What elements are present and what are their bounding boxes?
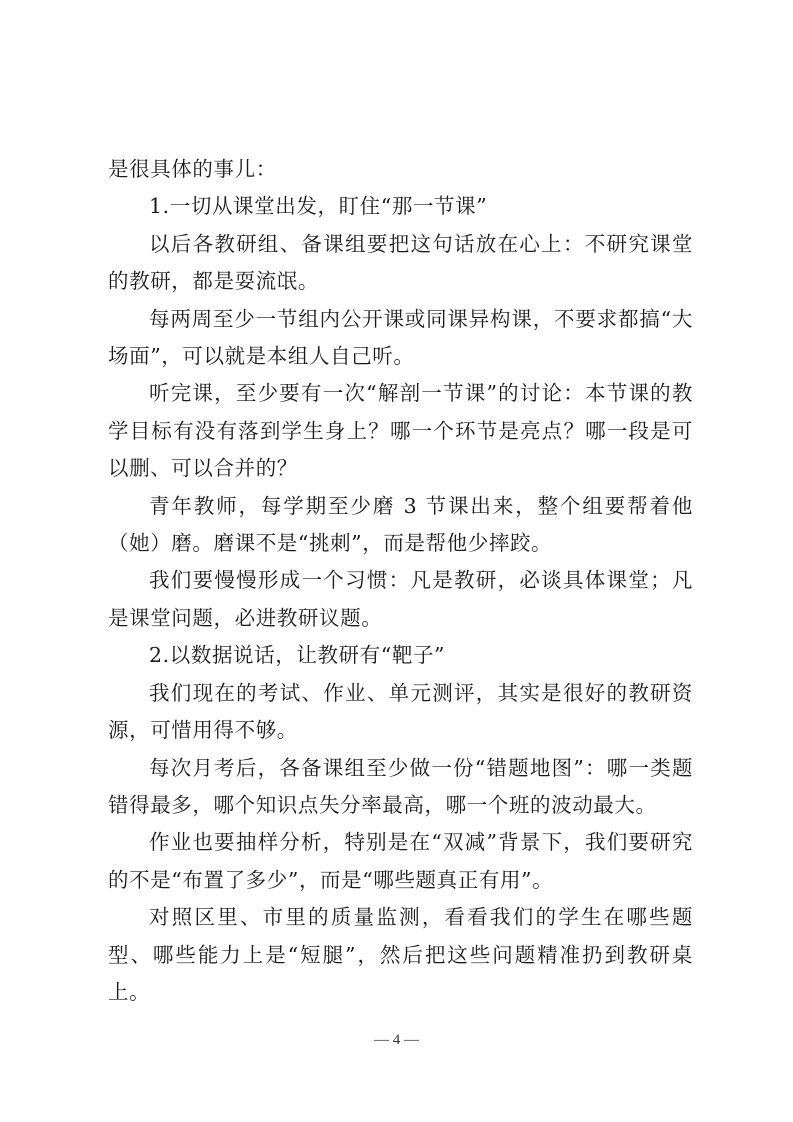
paragraph-9: 作业也要抽样分析，特别是在“双减”背景下，我们要研究的不是“布置了多少”，而是“哪些题真正有用”。 xyxy=(108,830,693,892)
paragraph-2: 以后各教研组、备课组要把这句话放在心上：不研究课堂的教研，都是耍流氓。 xyxy=(108,231,693,294)
paragraph-4: 听完课，至少要有一次“解剖一节课”的讨论：本节课的教学目标有没有落到学生身上？哪一个环节是亮点？哪一段是可以删、可以合并的？ xyxy=(108,381,693,481)
paragraph-8: 每次月考后，各备课组至少做一份“错题地图”：哪一类题错得最多，哪个知识点失分率最高，哪一个班的波动最大。 xyxy=(108,755,693,817)
paragraph-3: 每两周至少一节组内公开课或同课异构课，不要求都搞“大场面”，可以就是本组人自己听。 xyxy=(108,306,693,369)
paragraph-5: 青年教师，每学期至少磨 3 节课出来，整个组要帮着他（她）磨。磨课不是“挑刺”，而是帮他少摔跤。 xyxy=(108,493,693,556)
paragraph-1: 是很具体的事儿： xyxy=(108,157,277,181)
paragraph-6: 我们要慢慢形成一个习惯：凡是教研，必谈具体课堂；凡是课堂问题，必进教研议题。 xyxy=(108,568,693,630)
section-heading-1: 1.一切从课堂出发，盯住“那一节课” xyxy=(149,194,488,219)
section-heading-2: 2.以数据说话，让教研有“靶子” xyxy=(149,643,446,668)
body-text xyxy=(108,151,693,1011)
page-number: — 4 — xyxy=(374,1032,419,1048)
paragraph-7: 我们现在的考试、作业、单元测评，其实是很好的教研资源，可惜用得不够。 xyxy=(108,680,693,743)
paragraph-10: 对照区里、市里的质量监测，看看我们的学生在哪些题型、哪些能力上是“短腿”，然后把这些问题精准扔到教研桌上。 xyxy=(108,905,693,1004)
